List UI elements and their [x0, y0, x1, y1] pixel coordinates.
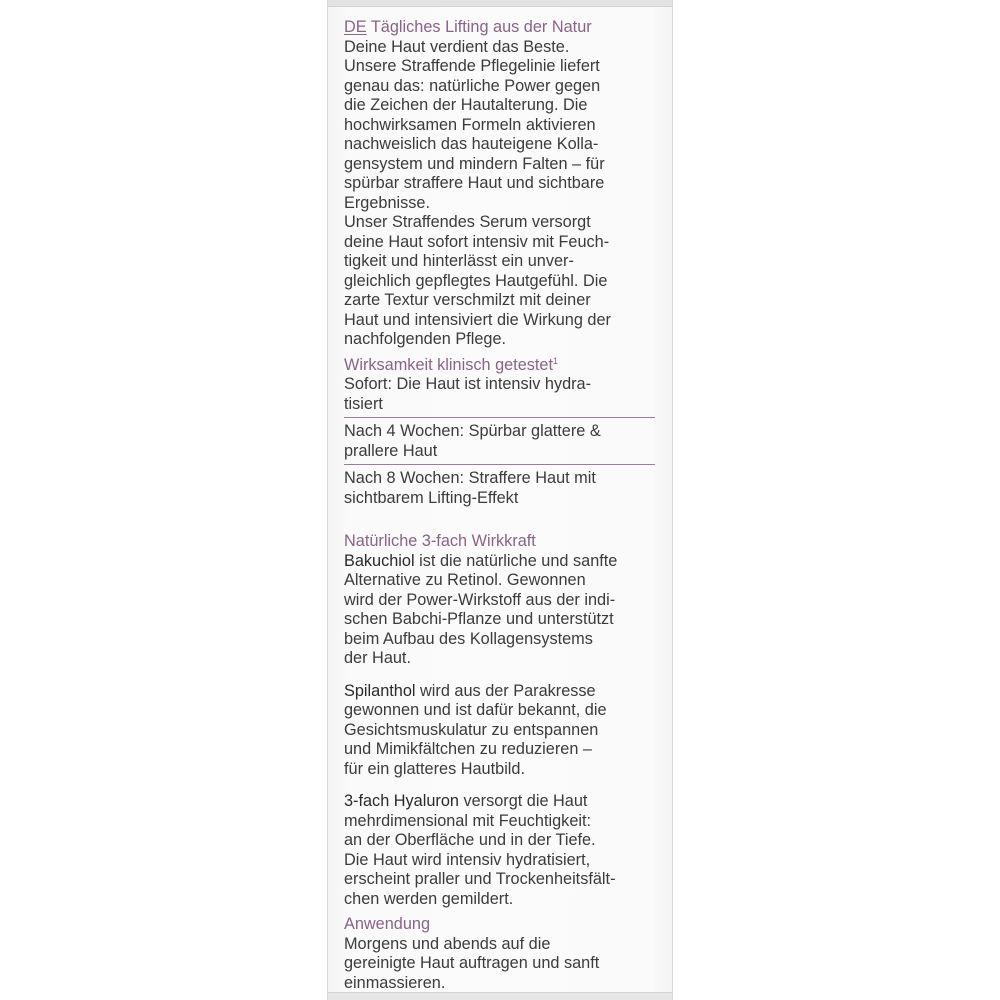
- actives-heading: Natürliche 3-fach Wirkkraft: [344, 532, 536, 550]
- text-line: Deine Haut verdient das Beste.: [344, 37, 570, 56]
- carton-side-panel: [327, 0, 673, 1000]
- spilanthol-paragraph: [344, 682, 662, 780]
- text-line: nachweislich das hauteigene Kolla-: [344, 135, 599, 153]
- intro-title: Tägliches Lifting aus der Natur: [370, 18, 592, 36]
- hyaluron-paragraph: [344, 792, 662, 909]
- text-line: Morgens und abends auf die: [344, 934, 551, 953]
- text-line: der Haut.: [344, 649, 411, 667]
- text-line: gewonnen und ist dafür bekannt, die: [344, 701, 607, 719]
- text-fragment: versorgt die Haut: [458, 792, 588, 810]
- text-line: schen Babchi-Pflanze und unterstützt: [344, 610, 614, 628]
- text-line: Unsere Straffende Pflegelinie liefert: [344, 57, 600, 75]
- usage-paragraph: [344, 935, 662, 994]
- text-fragment: wird aus der Parakresse: [415, 681, 596, 700]
- text-line: mehrdimensional mit Feuchtigkeit:: [344, 811, 592, 830]
- text-line: chen werden gemildert.: [344, 889, 514, 908]
- text-line: gleichlich gepflegtes Hautgefühl. Die: [344, 271, 608, 290]
- intro-heading: [344, 18, 662, 38]
- text-line: gereinigte Haut auftragen und sanft: [344, 954, 600, 972]
- text-line: nachfolgenden Pflege.: [344, 330, 507, 348]
- claim-divider: [344, 464, 655, 465]
- text-line: [344, 682, 662, 702]
- text-line: deine Haut sofort intensiv mit Feuch-: [344, 232, 610, 251]
- text-line: genau das: natürliche Power gegen: [344, 76, 601, 95]
- text-line: beim Aufbau des Kollagensystems: [344, 629, 593, 648]
- text-line: Nach 4 Wochen: Spürbar glattere &: [344, 422, 601, 440]
- text-line: Alternative zu Retinol. Gewonnen: [344, 571, 586, 589]
- text-line: einmassieren.: [344, 973, 446, 992]
- label-text-block: [344, 18, 662, 993]
- text-line: Gesichtsmuskulatur zu entspannen: [344, 720, 599, 739]
- text-line: an der Oberfläche und in der Tiefe.: [344, 831, 596, 849]
- text-line: hochwirksamen Formeln aktivieren: [344, 115, 596, 134]
- claim-4-weeks: [344, 422, 662, 463]
- carton-top-edge: [328, 0, 672, 7]
- intro-paragraph: [344, 38, 662, 350]
- claim-immediate: [344, 375, 662, 416]
- text-line: Unser Straffendes Serum versorgt: [344, 213, 591, 231]
- ingredient-name: Spilanthol: [344, 681, 416, 700]
- text-line: gensystem und mindern Falten – für: [344, 154, 605, 173]
- clinical-heading: [344, 356, 662, 376]
- text-line: Ergebnisse.: [344, 193, 430, 212]
- bakuchiol-paragraph: [344, 552, 662, 669]
- text-line: erscheint praller und Trockenheitsfält-: [344, 870, 616, 888]
- text-line: und Mimikfältchen zu reduzieren –: [344, 740, 592, 758]
- carton-bottom-edge: [328, 992, 672, 1000]
- claim-8-weeks: [344, 469, 662, 510]
- text-line: die Zeichen der Hautalterung. Die: [344, 96, 588, 114]
- text-line: sichtbarem Lifting-Effekt: [344, 488, 519, 507]
- text-line: für ein glatteres Hautbild.: [344, 759, 526, 778]
- text-line: Die Haut wird intensiv hydratisiert,: [344, 850, 591, 869]
- text-line: tigkeit und hinterlässt ein unver-: [344, 252, 574, 270]
- text-line: zarte Textur verschmilzt mit deiner: [344, 291, 591, 309]
- clinical-heading-text: Wirksamkeit klinisch getestet: [344, 355, 554, 374]
- text-line: prallere Haut: [344, 441, 438, 460]
- text-line: Haut und intensiviert die Wirkung der: [344, 310, 611, 329]
- language-code: DE: [344, 18, 367, 36]
- text-fragment: ist die natürliche und sanfte: [414, 551, 618, 570]
- claim-divider: [344, 417, 655, 418]
- text-line: tisiert: [344, 394, 383, 413]
- ingredient-name: Bakuchiol: [344, 551, 415, 570]
- text-line: wird der Power-Wirkstoff aus der indi-: [344, 590, 616, 609]
- text-line: [344, 552, 662, 572]
- text-line: [344, 792, 662, 812]
- usage-heading: Anwendung: [344, 915, 431, 933]
- text-line: Nach 8 Wochen: Straffere Haut mit: [344, 469, 596, 487]
- text-line: Sofort: Die Haut ist intensiv hydra-: [344, 375, 592, 393]
- text-line: spürbar straffere Haut und sichtbare: [344, 174, 605, 192]
- footnote-mark: 1: [553, 355, 559, 366]
- ingredient-name: 3-fach Hyaluron: [344, 792, 459, 810]
